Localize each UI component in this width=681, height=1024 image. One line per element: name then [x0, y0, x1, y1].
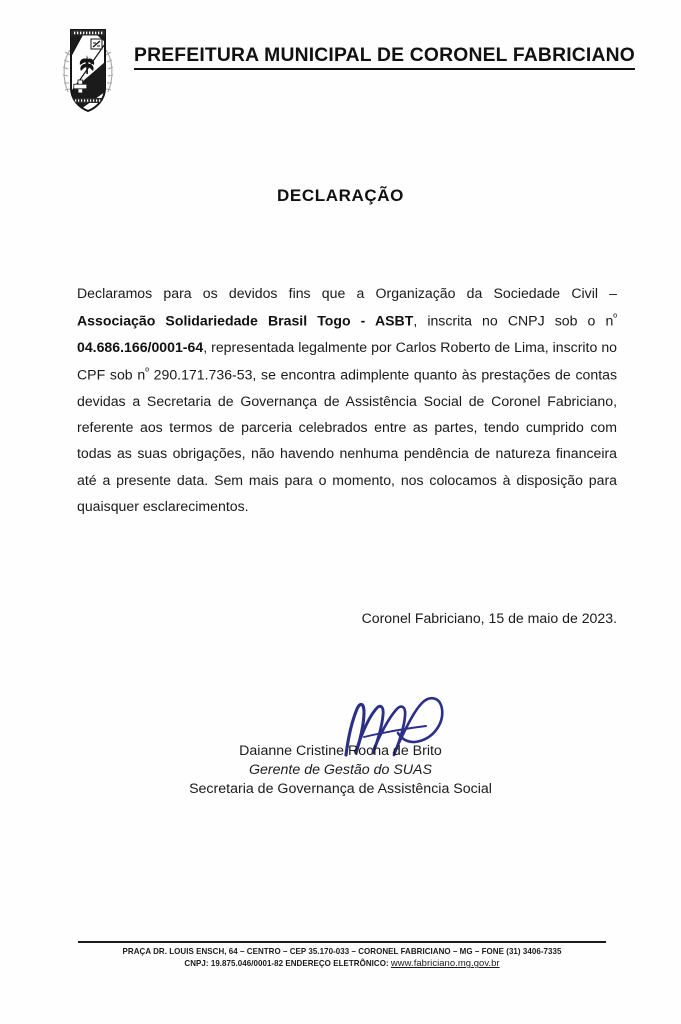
page-footer — [78, 941, 606, 971]
footer-address-line: PRAÇA DR. LOUIS ENSCH, 64 – CENTRO – CEP 35.170-033 – CORONEL FABRICIANO – MG – FONE (31) 3406-7335 — [122, 946, 562, 956]
document-heading: DECLARAÇÃO — [277, 186, 404, 205]
body-part-3: , representada legalmente por Carlos Roberto de Lima, inscrito no CPF sob n — [77, 338, 617, 383]
footer-divider — [78, 941, 606, 943]
organization-title: PREFEITURA MUNICIPAL DE CORONEL FABRICIANO — [134, 44, 635, 70]
entity-name: Associação Solidariedade Brasil Togo - ASBT — [77, 312, 414, 329]
signature-block — [0, 742, 681, 799]
body-part-2: , inscrita no CNPJ sob o n — [413, 312, 614, 329]
signatory-role: Gerente de Gestão do SUAS — [249, 762, 432, 778]
letterhead — [58, 22, 635, 122]
coat-of-arms-shield-icon — [58, 22, 118, 117]
cnpj-number: 04.686.166/0001-64 — [77, 338, 204, 355]
signatory-department: Secretaria de Governança de Assistência Social — [189, 781, 492, 797]
signatory-name: Daianne Cristine Rocha de Brito — [239, 743, 442, 759]
body-part-1: Declaramos para os devidos fins que a Organização da Sociedade Civil – — [77, 285, 617, 301]
place-and-date: Coronel Fabriciano, 15 de maio de 2023. — [361, 610, 617, 626]
footer-cnpj-line — [82, 958, 602, 971]
ordinal-indicator-cnpj: º — [613, 313, 618, 325]
ordinal-indicator-cpf: º — [145, 367, 149, 379]
footer-cnpj-text: CNPJ: 19.875.046/0001-82 ENDEREÇO ELETRÔNICO: — [184, 959, 391, 969]
declaration-body — [77, 280, 617, 519]
footer-website-link[interactable]: www.fabriciano.mg.gov.br — [390, 958, 500, 970]
body-part-4: 290.171.736-53, se encontra adimplente quanto às prestações de contas devidas a Secretaria de Governança de Assistência Social de Coronel Fabriciano, referente aos termos de parceria celebrados entre as partes, tendo cumprido com todas as suas obrigações, não havendo nenhuma pendência de natureza financeira até a presente data. Sem mais para o momento, nos colocamos à disposição para quaisquer esclarecimentos. — [77, 366, 617, 514]
